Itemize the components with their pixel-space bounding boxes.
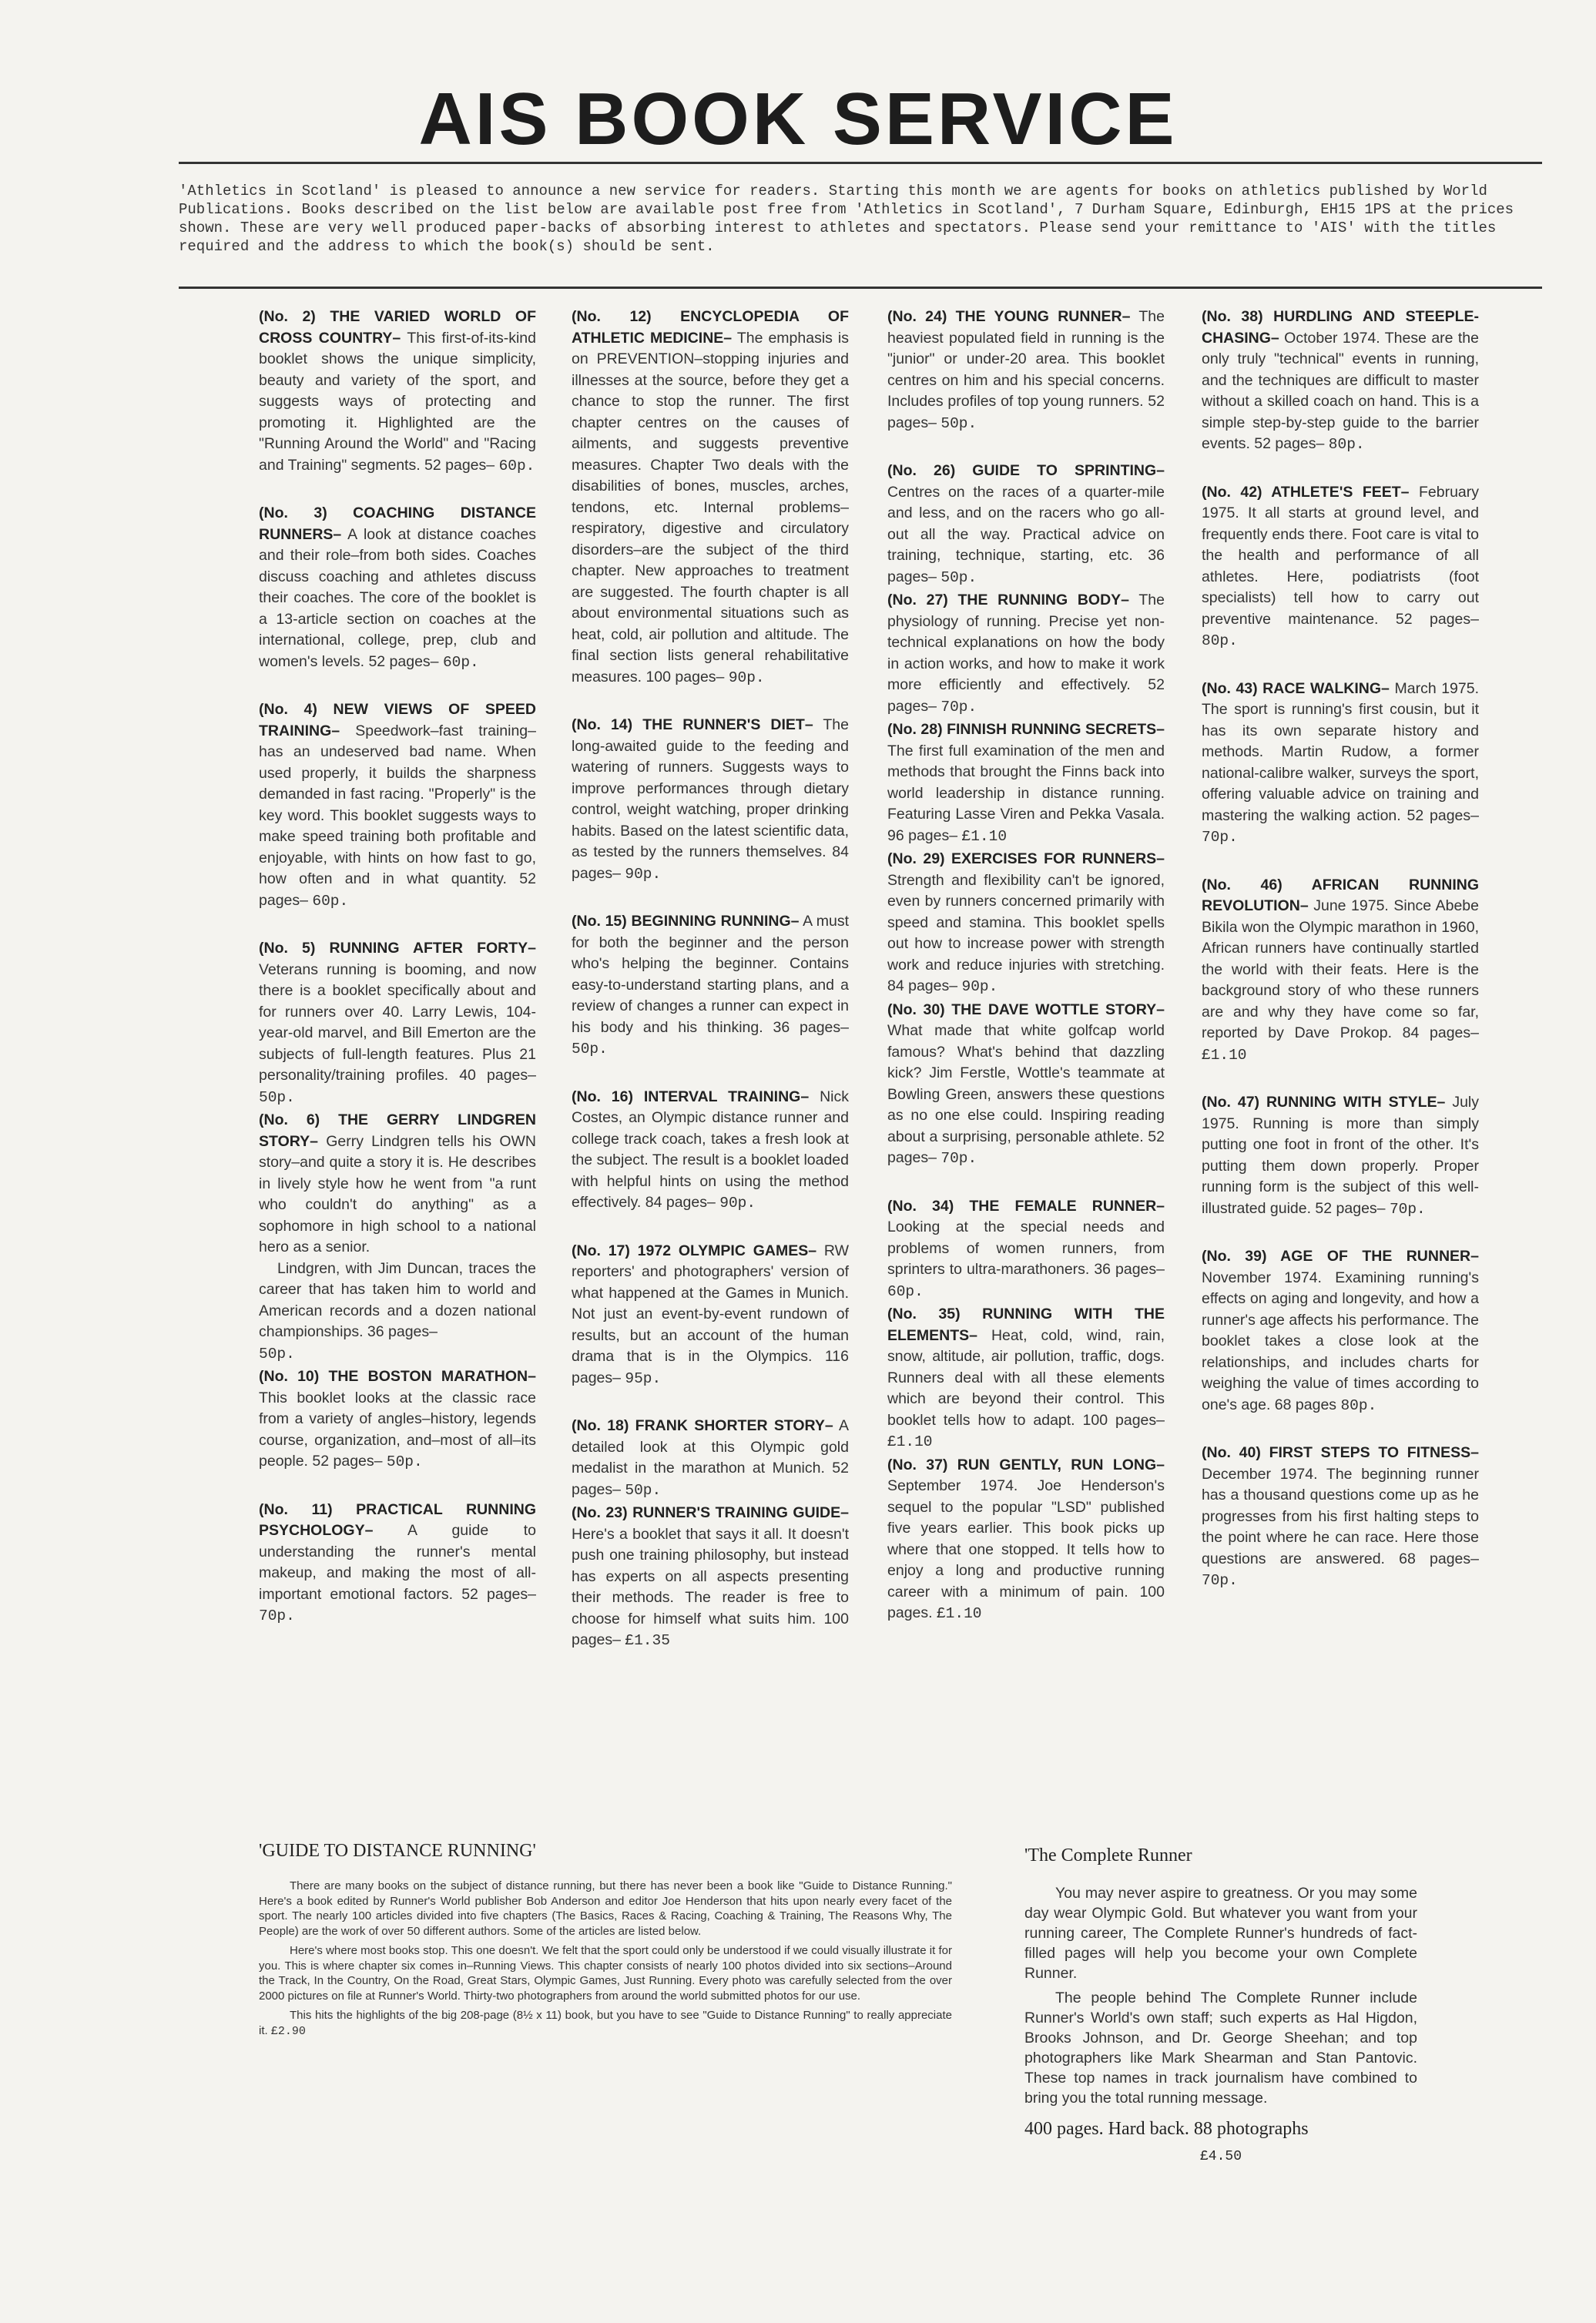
book-description: July 1975. Running is more than simply putting one foot in front of the other. It's putting them down properly. Proper running form is the subject of this well-illustrated guide. 52 pages– [1202, 1094, 1480, 1217]
book-description: Veterans running is booming, and now there is a booklet specifically about and for runners over 40. Larry Lewis, 104-year-old marvel, and Bill Emerton are the subjects of full-length features. Plus 21 personality/training profiles. 40 pages– [259, 960, 536, 1084]
book-title: (No. 18) FRANK SHORTER STORY– [572, 1417, 833, 1434]
book-description: A must for both the beginner and the person who's helping the beginner. Contains easy-to-understand starting plans, and a review of changes a runner can expect in his body and his thinking. 36 pages– [572, 913, 849, 1036]
guide-to-distance-running-ad [259, 1841, 952, 2043]
book-entry [887, 719, 1165, 847]
book-description: Heat, cold, wind, rain, snow, altitude, air pollution, traffic, dogs. Runners deal with all these elements which are beyond their control. This booklet tells how to adapt. 100 pages– [887, 1326, 1165, 1429]
ad-title: 'The Complete Runner [1024, 1845, 1192, 1865]
book-price: 80p. [1328, 436, 1365, 453]
book-title: (No. 40) FIRST STEPS TO FITNESS– [1202, 1444, 1479, 1461]
book-description: The physiology of running. Precise yet non-technical explanations on how the body in action works, and how to make it work more efficiently and effectively. 52 pages– [887, 592, 1165, 715]
book-entry [1202, 1443, 1479, 1592]
book-title: (No. 24) THE YOUNG RUNNER– [887, 308, 1131, 325]
book-price: 70p. [259, 1607, 295, 1624]
book-entry [1202, 1246, 1479, 1416]
book-price: 90p. [728, 669, 765, 686]
book-price: 50p. [625, 1481, 662, 1499]
ad-specs: 400 pages. Hard back. 88 photographs [1024, 2119, 1309, 2139]
book-description: A look at distance coaches and their role–from both sides. Coaches discuss coaching and athletes discuss their coaches. The core of the booklet is a 13-article section on coaches at the international, college, prep, club and women's levels. 52 pages– [259, 525, 536, 670]
ad-text: This hits the highlights of the big 208-page (8½ x 11) book, but you have to see "Guide to Distance Running" to really appreciate it. [259, 2009, 952, 2037]
book-price: 50p. [386, 1453, 423, 1470]
book-price: 80p. [1340, 1396, 1377, 1414]
book-entry [572, 1503, 849, 1652]
book-price: 70p. [1389, 1200, 1426, 1218]
book-price: 70p. [1202, 1572, 1238, 1589]
book-title: (No. 46) AFRICAN RUNNING REVOLUTION– [1202, 876, 1479, 914]
book-price: £1.10 [887, 1433, 933, 1450]
book-price: 95p. [625, 1369, 662, 1387]
book-title: (No. 23) RUNNER'S TRAINING GUIDE– [572, 1504, 849, 1521]
book-description: March 1975. The sport is running's first cousin, but it has its own separate history and methods. Martin Rudow, a former national-calibre walker, surveys the sport, offering valuable advice on training and mastering the walking action. 52 pages– [1202, 679, 1480, 824]
book-entry [572, 911, 849, 1061]
book-title: (No. 3) COACHING DISTANCE RUNNERS– [259, 504, 536, 543]
book-entry [572, 1241, 849, 1390]
ad-paragraph [259, 2008, 952, 2039]
intro-text: 'Athletics in Scotland' is pleased to announce a new service for readers. Starting this month we are agents for books on athletics published by World Publications. Books described on the list below are available post free from 'Athletics in Scotland', 7 Durham Square, Edinburgh, EH15 1PS at the prices shown. These are very well produced paper-backs of absorbing interest to athletes and spectators. Please send your remittance to 'AIS' with the titles required and the address to which the book(s) should be sent. [179, 183, 1514, 255]
book-price: 80p. [1202, 632, 1238, 649]
book-description: September 1974. Joe Henderson's sequel to the popular "LSD" published five years earlier. This book picks up where that one stopped. It tells how to enjoy a long and productive running career with a minimum of pain. 100 pages. [887, 1477, 1165, 1621]
book-entry [1202, 875, 1479, 1067]
book-title: (No. 37) RUN GENTLY, RUN LONG– [887, 1456, 1165, 1473]
book-price: 50p. [940, 568, 977, 586]
book-title: (No. 35) RUNNING WITH THE ELEMENTS– [887, 1306, 1165, 1344]
book-description: The heaviest populated field in running is the "junior" or under-20 area. This booklet centres on him and his special concerns. Includes profiles of top young runners. 52 pages– [887, 308, 1165, 431]
book-entry [259, 1500, 536, 1627]
ad-paragraph: You may never aspire to greatness. Or you may some day wear Olympic Gold. But whatever you want from your running career, The Complete Runner's hundreds of fact-filled pages will help you become your own Complete Runner. [1024, 1885, 1417, 1982]
book-entry [259, 699, 536, 912]
book-description-continued: Lindgren, with Jim Duncan, traces the career that has taken him to world and American records and a dozen national championships. 36 pages– [259, 1259, 536, 1340]
book-title: (No. 16) INTERVAL TRAINING– [572, 1088, 810, 1105]
ad-paragraph: There are many books on the subject of distance running, but there has never been a book like "Guide to Distance Running." Here's a book edited by Runner's World publisher Bob Anderson and editor Joe Henderson that hits upon nearly every facet of the sport. The nearly 100 articles divided into five chapters (The Basics, Races & Racing, Coaching & Training, The Reasons Why, The People) are the work of over 50 different authors. Some of the articles are listed below. [259, 1879, 952, 1938]
book-price: £1.10 [1202, 1046, 1247, 1064]
book-title: (No. 6) THE GERRY LINDGREN STORY– [259, 1111, 536, 1150]
complete-runner-ad [1024, 1845, 1417, 2164]
book-entry [259, 503, 536, 673]
column-2 [572, 307, 849, 1678]
book-title: (No. 47) RUNNING WITH STYLE– [1202, 1094, 1446, 1111]
intro-divider [179, 287, 1542, 289]
book-title: (No. 10) THE BOSTON MARATHON– [259, 1368, 536, 1385]
book-entry [1202, 307, 1479, 456]
book-title: (No. 30) THE DAVE WOTTLE STORY– [887, 1001, 1165, 1018]
book-title: (No. 2) THE VARIED WORLD OF CROSS COUNTRY– [259, 308, 536, 347]
book-entry [259, 307, 536, 477]
book-entry [259, 1366, 536, 1473]
book-entry [259, 938, 536, 1108]
book-entry [1202, 679, 1479, 849]
book-price: 90p. [719, 1195, 756, 1212]
column-3 [887, 307, 1165, 1651]
ad-paragraph: The people behind The Complete Runner include Runner's World's own staff; such experts as Hal Higdon, Brooks Johnson, and Dr. George Sheehan; and top photographers like Mark Shearman and Stan Pantovic. These top names in track journalism have combined to bring you the total running message. [1024, 1989, 1417, 2107]
book-price: £1.35 [625, 1632, 670, 1649]
book-title: (No. 17) 1972 OLYMPIC GAMES– [572, 1242, 817, 1259]
book-description: Looking at the special needs and problems of women runners, from sprinters to ultra-marathoners. 36 pages– [887, 1218, 1165, 1278]
ad-price: £2.90 [270, 2024, 306, 2038]
ad-paragraph: Here's where most books stop. This one doesn't. We felt that the sport could only be understood if we could visually illustrate it for you. This is where chapter six comes in–Running Views. This chapter consists of nearly 100 photos divided into six sections–Around the Track, In the Country, On the Road, Great Stars, Olympic Games, Just Running. Every photo was carefully selected from the over 2000 pictures on file at Runner's World. Thirty-two photographers from around the world submitted photos for our use. [259, 1944, 952, 2003]
book-entry [572, 307, 849, 689]
book-description: The first full examination of the men and methods that brought the Finns back into world leadership in distance running. Featuring Lasse Viren and Pekka Vasala. 96 pages– [887, 742, 1165, 844]
book-description: Gerry Lindgren tells his OWN story–and quite a story it is. He describes in lively style how he went from "a runt who couldn't do anything" as a sophomore in high school to a national hero as a senior. [259, 1132, 537, 1255]
book-description: June 1975. Since Abebe Bikila won the Olympic marathon in 1960, African runners have continually startled the world with their feats. Here is the background story of who these runners are and why they have come so far, reported by Dave Prokop. 84 pages– [1202, 897, 1479, 1041]
book-title: (No. 27) THE RUNNING BODY– [887, 592, 1130, 608]
book-description: A guide to understanding the runner's mental makeup, and making the most of all-important emotional factors. 52 pages– [259, 1522, 536, 1603]
book-entry [259, 1110, 536, 1365]
book-entry [887, 461, 1165, 588]
book-title: (No. 5) RUNNING AFTER FORTY– [259, 940, 536, 957]
book-entry [572, 715, 849, 885]
book-entry [887, 849, 1165, 998]
book-entry [887, 590, 1165, 718]
book-price: 50p. [940, 414, 977, 432]
column-1 [259, 307, 536, 1654]
column-4 [1202, 307, 1479, 1618]
top-divider [179, 162, 1542, 164]
book-description: October 1974. These are the only truly "technical" events in running, and the techniques are difficult to master without a skilled coach on hand. This is a simple step-by-step guide to the barrier events. 52 pages– [1202, 329, 1480, 452]
book-description: The emphasis is on PREVENTION–stopping injuries and illnesses at the source, before they get a chance to stop the runner. The first chapter centres on the causes of ailments, and suggests preventive measures. Chapter Two deals with the disabilities of bones, muscles, arches, tendons, etc. Internal problems–respiratory, digestive and circulatory disorders–are the subject of the third chapter. New approaches to treatment are suggested. The fourth chapter is all about environmental situations such as heat, cold, air pollution and altitude. The final section lists general rehabilitative measures. 100 pages– [572, 329, 849, 686]
book-description: November 1974. Examining running's effects on aging and longevity, and how a runner's age affects his performance. The booklet takes a close look at the relationships, and includes charts for weighing the value of times according to one's age. 68 pages [1202, 1269, 1479, 1413]
book-title: (No. 4) NEW VIEWS OF SPEED TRAINING– [259, 701, 536, 739]
book-title: (No. 38) HURDLING AND STEEPLE-CHASING– [1202, 308, 1479, 347]
ad-title: 'GUIDE TO DISTANCE RUNNING' [259, 1841, 536, 1861]
book-entry [572, 1416, 849, 1501]
book-entry [572, 1087, 849, 1215]
book-description: February 1975. It all starts at ground level, and frequently ends there. Foot care is vital to the health and performance of all athletes. Here, podiatrists (foot specialists) tell how to carry out preventive maintenance. 52 pages– [1202, 483, 1479, 628]
book-price: 50p. [259, 1345, 295, 1363]
book-description: The long-awaited guide to the feeding and watering of runners. Suggests ways to improve performances through dietary control, weight watching, proper drinking habits. Based on the latest scientific data, as tested by the runners themselves. 84 pages– [572, 716, 849, 882]
book-description: Strength and flexibility can't be ignored, even by runners concerned primarily with speed and stamina. This booklet spells out how to increase power with strength work and reduce injuries with stretching. 84 pages– [887, 871, 1165, 994]
book-description: RW reporters' and photographers' version of what happened at the Games in Munich. Not just an event-by-event rundown of results, but an account of the human drama that is in the Olympics. 116 pages– [572, 1242, 849, 1386]
book-entry [887, 1455, 1165, 1625]
book-price: 70p. [940, 1150, 977, 1167]
book-description: What made that white golfcap world famous? What's behind that dazzling kick? Jim Ferstle, Wottle's teammate at Bowling Green, answers these questions as no one else could. Inspiring reading about a surprising, personable athlete. 52 pages– [887, 1022, 1165, 1166]
book-price: 60p. [312, 892, 349, 910]
book-description: This booklet looks at the classic race from a variety of angles–history, legends course, organization, and–most of all–its people. 52 pages– [259, 1389, 536, 1470]
book-description: Centres on the races of a quarter-mile and less, and on the racers who go all-out all the way. Practical advice on training, technique, starting, etc. 36 pages– [887, 483, 1165, 585]
book-price: £1.10 [936, 1605, 982, 1622]
book-entry [887, 307, 1165, 434]
book-price: £1.10 [961, 827, 1008, 845]
book-price: 50p. [572, 1041, 608, 1058]
book-title: (No. 28) FINNISH RUNNING SECRETS– [887, 721, 1165, 738]
page-title: AIS BOOK SERVICE [418, 78, 1178, 160]
book-title: (No. 39) AGE OF THE RUNNER– [1202, 1248, 1479, 1265]
book-price: 60p. [887, 1282, 924, 1300]
book-title: (No. 14) THE RUNNER'S DIET– [572, 716, 813, 733]
book-price: 70p. [940, 698, 977, 716]
book-entry [887, 1196, 1165, 1303]
book-price: 60p. [442, 653, 479, 671]
book-title: (No. 15) BEGINNING RUNNING– [572, 913, 800, 930]
book-title: (No. 42) ATHLETE'S FEET– [1202, 483, 1410, 501]
book-entry [1202, 1092, 1479, 1220]
book-price: 70p. [1202, 829, 1238, 846]
book-description: December 1974. The beginning runner has a thousand questions come up as he progresses from his first halting steps to the point where he can race. Here those questions are answered. 68 pages– [1202, 1465, 1479, 1567]
book-title: (No. 29) EXERCISES FOR RUNNERS– [887, 850, 1165, 867]
book-price: 90p. [961, 978, 998, 995]
book-description: Speedwork–fast training–has an undeserved bad name. When used properly, it builds the sharpness demanded in fast racing. "Properly" is the key word. This booklet suggests ways to make speed training both profitable and enjoyable, with hints on how fast to go, how often and in what quantity. 52 pages– [259, 722, 536, 909]
book-entry [1202, 482, 1479, 652]
ad-price: £4.50 [1199, 2149, 1242, 2164]
book-price: 50p. [259, 1088, 295, 1106]
book-description: Nick Costes, an Olympic distance runner and college track coach, takes a fresh look at the subject. The result is a booklet loaded with helpful hints on using the method effectively. 84 pages– [572, 1088, 849, 1211]
book-title: (No. 26) GUIDE TO SPRINTING– [887, 462, 1165, 479]
book-description: Here's a booklet that says it all. It doesn't push one training philosophy, but instead has experts on all aspects presenting their methods. The reader is free to choose for himself what suits him. 100 pages– [572, 1525, 849, 1648]
book-title: (No. 12) ENCYCLOPEDIA OF ATHLETIC MEDICINE– [572, 308, 849, 347]
book-entry [887, 1304, 1165, 1453]
book-price: 90p. [625, 865, 662, 883]
book-description: This first-of-its-kind booklet shows the unique simplicity, beauty and variety of the sport, and suggests ways of protecting and promoting it. Highlighted are the "Running Around the World" and "Racing and Training" segments. 52 pages– [259, 329, 536, 474]
book-price: 60p. [498, 457, 535, 474]
book-title: (No. 34) THE FEMALE RUNNER– [887, 1197, 1165, 1215]
book-entry [887, 1000, 1165, 1170]
book-title: (No. 11) PRACTICAL RUNNING PSYCHOLOGY– [259, 1500, 536, 1539]
book-description: A detailed look at this Olympic gold medalist in the marathon at Munich. 52 pages– [572, 1417, 849, 1498]
book-title: (No. 43) RACE WALKING– [1202, 679, 1390, 697]
